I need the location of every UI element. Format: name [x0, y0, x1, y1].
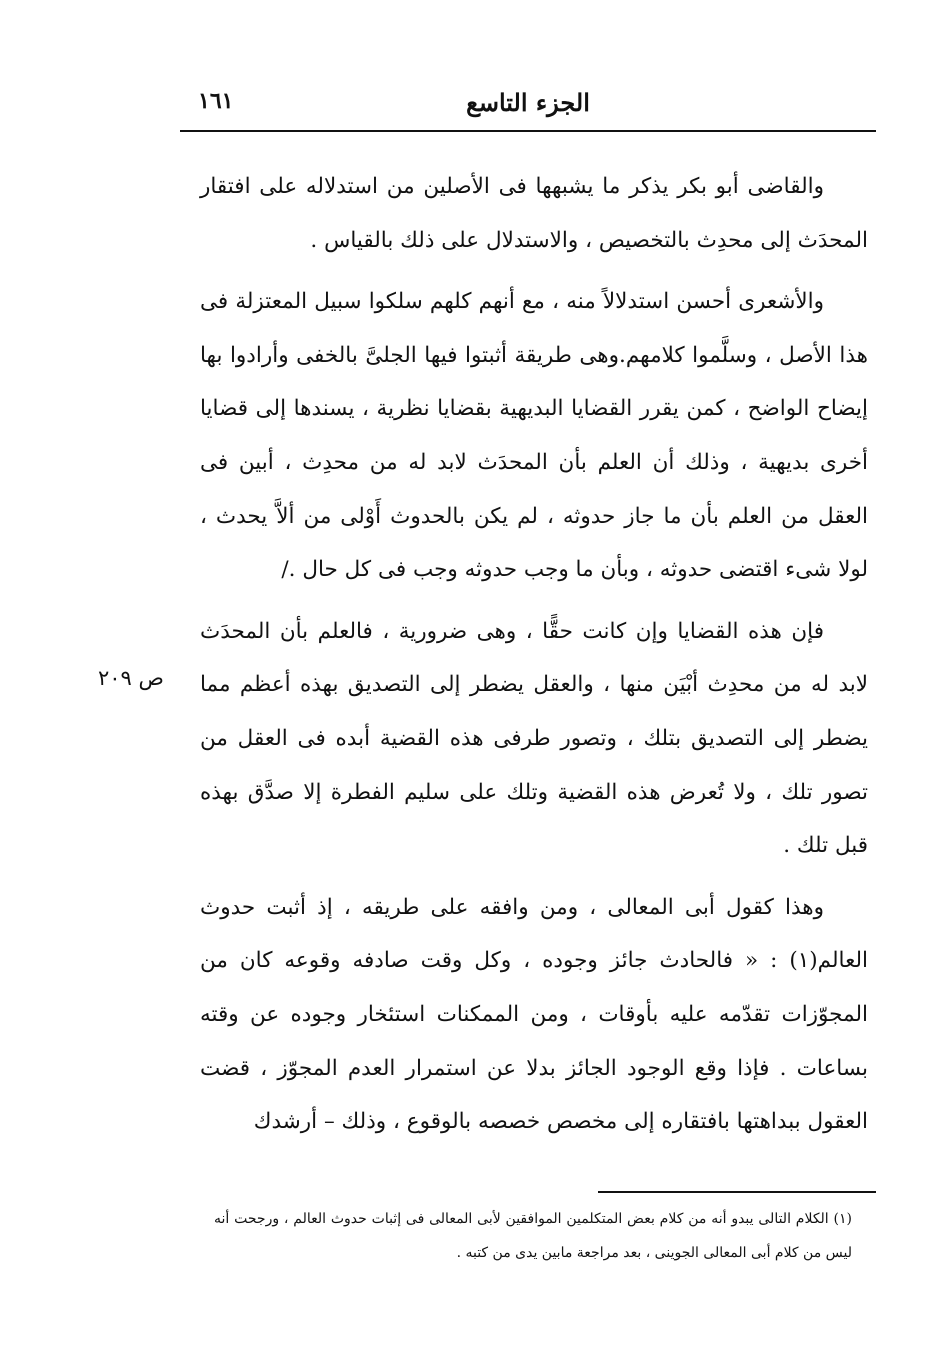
page-header — [180, 88, 876, 120]
header-rule — [180, 130, 876, 132]
footnote: (١) الكلام التالى يبدو أنه من كلام بعض المتكلمين الموافقين لأبى المعالى فى إثبات حدوث العالم ، ورجحت أنه ليس من كلام أبى المعالى الجوينى ، بعد مراجعة مابين يدى من كتبه . — [214, 1211, 852, 1261]
margin-page-reference: ص ٢٠٩ — [98, 666, 164, 690]
paragraph: فإن هذه القضايا وإن كانت حقًّا ، وهى ضرورية ، فالعلم بأن المحدَث لابد له من محدِث أبْيَن منها ، والعقل يضطر إلى التصديق بهذه أعظم مما يضطر إلى التصديق بتلك ، وتصور طرفى هذه القضية أبده فى العقل من تصور تلك ، ولا تُعرض هذه القضية وتلك على سليم الفطرة إلا صدَّق بهذه قبل تلك . — [200, 618, 868, 859]
page-number: ١٦١ — [198, 88, 234, 114]
paragraph: والأشعرى أحسن استدلالاً منه ، مع أنهم كلهم سلكوا سبيل المعتزلة فى هذا الأصل ، وسلَّموا كلامهم.وهى طريقة أثبتوا فيها الجلىَّ بالخفى وأرادوا بها إيضاح الواضح ، كمن يقرر القضايا البديهية بقضايا نظرية ، يسندها إلى قضايا أخرى بديهية ، وذلك أن العلم بأن المحدَث لابد له من محدِث ، أبين فى العقل من العلم بأن ما جاز حدوثه ، لم يكن بالحدوث أَوْلى من ألاَّ يحدث ، لولا شىء اقتضى حدوثه ، وبأن ما وجب حدوثه وجب فى كل حال ./ — [200, 289, 868, 583]
body-text — [200, 160, 868, 1157]
footnote-rule — [598, 1191, 876, 1193]
running-title: الجزء التاسع — [466, 88, 590, 117]
paragraph: والقاضى أبو بكر يذكر ما يشبهها فى الأصلين من استدلاله على افتقار المحدَث إلى محدِث بالتخصيص ، والاستدلال على ذلك بالقياس . — [200, 174, 868, 253]
paragraph: وهذا كقول أبى المعالى ، ومن وافقه على طريقه ، إذ أثبت حدوث العالم(١) : « فالحادث جائز وجوده ، وكل وقت صادفه وقوعه كان من المجوّزات تقدّمه عليه بأوقات ، ومن الممكنات استئخار وجوده عن وقته بساعات . فإذا وقع الوجود الجائز بدلا عن استمرار العدم المجوّز ، قضت العقول ببداهتها بافتقاره إلى مخصص خصصه بالوقوع ، وذلك – أرشدك — [200, 894, 868, 1135]
footnotes — [214, 1202, 852, 1270]
